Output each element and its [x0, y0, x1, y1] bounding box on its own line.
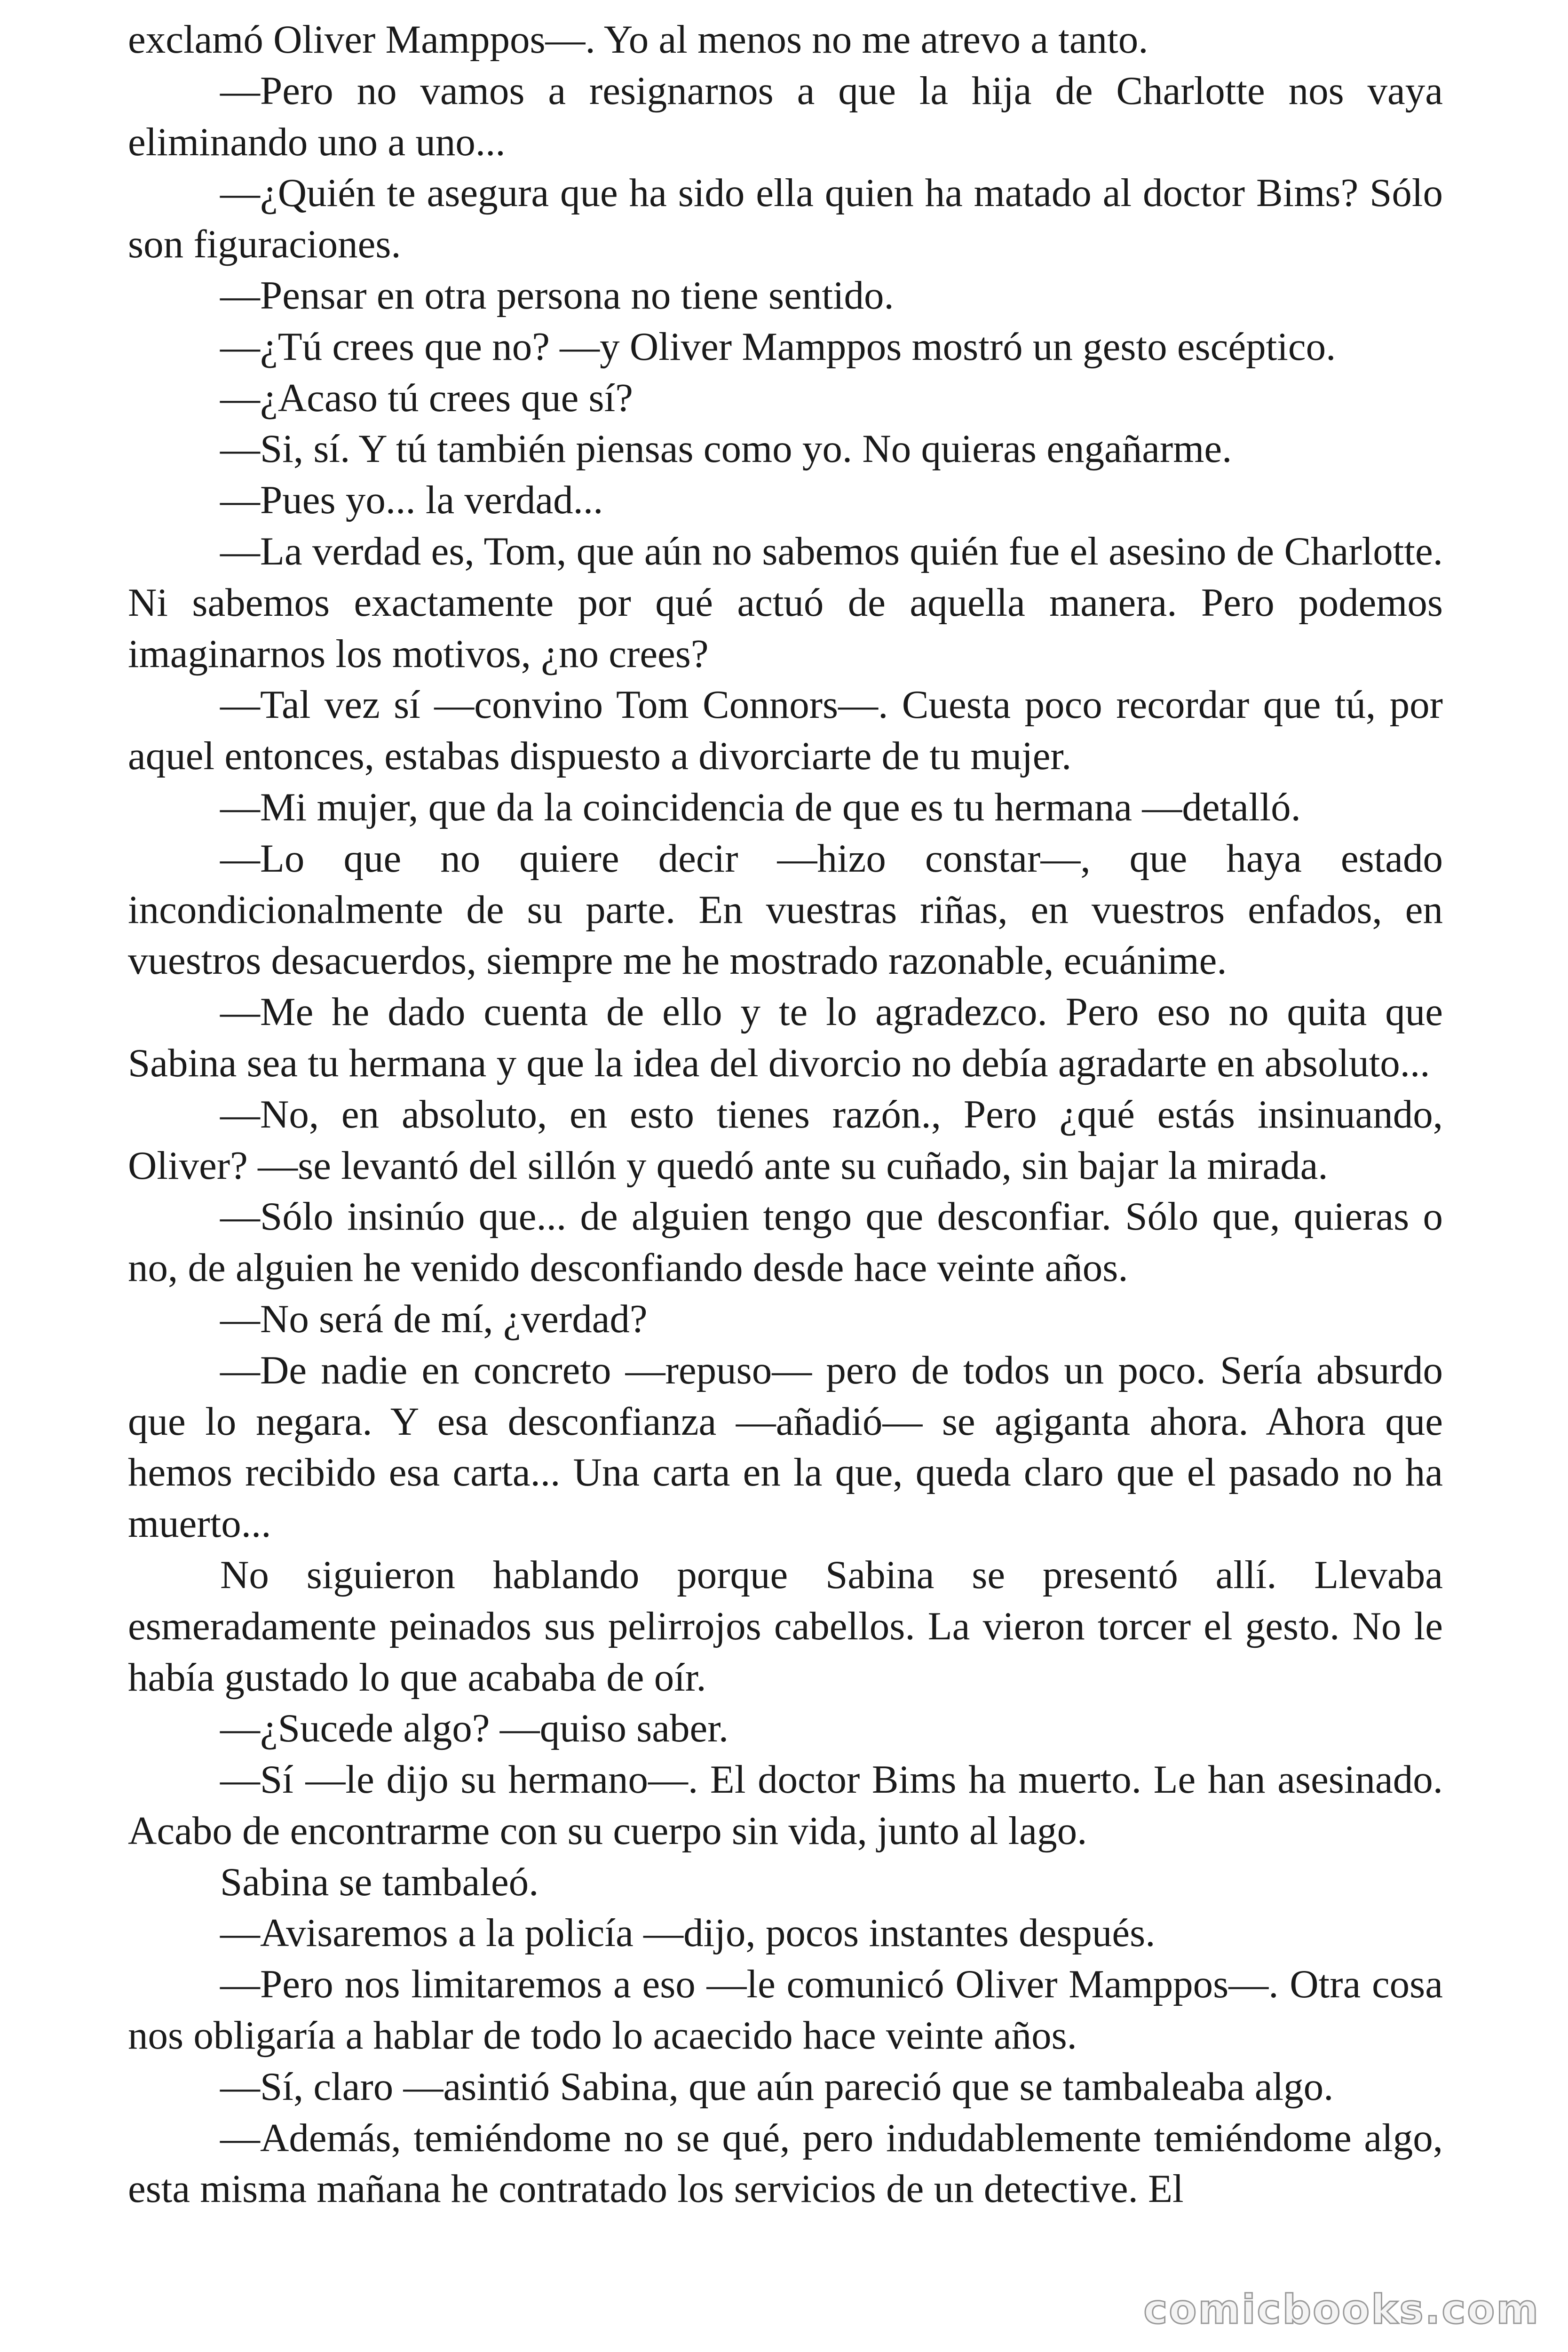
paragraph: —Avisaremos a la policía —dijo, pocos instantes después. — [220, 1911, 1156, 1955]
paragraph: —¿Tú crees que no? —y Oliver Mamppos mostró un gesto escéptico. — [220, 324, 1336, 369]
paragraph: —Tal vez sí —convino Tom Connors—. Cuesta poco recordar que tú, por aquel entonces, estabas dispuesto a divorciarte de tu mujer. — [128, 683, 1443, 779]
page-text — [128, 14, 1443, 2215]
paragraph: —Mi mujer, que da la coincidencia de que es tu hermana —detalló. — [220, 785, 1301, 829]
paragraph: —¿Quién te asegura que ha sido ella quien ha matado al doctor Bims? Sólo son figuraciones. — [128, 171, 1443, 267]
paragraph: —La verdad es, Tom, que aún no sabemos quién fue el asesino de Charlotte. Ni sabemos exactamente por qué actuó de aquella manera. Pero podemos imaginarnos los motivos, ¿no crees? — [128, 529, 1443, 676]
paragraph: Sabina se tambaleó. — [220, 1859, 539, 1904]
paragraph: —Si, sí. Y tú también piensas como yo. No quieras engañarme. — [220, 427, 1232, 471]
paragraph: —Además, temiéndome no se qué, pero indudablemente temiéndome algo, esta misma mañana he contratado los servicios de un detective. El — [128, 2115, 1443, 2211]
paragraph: No siguieron hablando porque Sabina se presentó allí. Llevaba esmeradamente peinados sus pelirrojos cabellos. La vieron torcer el gesto. No le había gustado lo que acababa de oír. — [128, 1552, 1443, 1700]
paragraph: —Sí —le dijo su hermano—. El doctor Bims ha muerto. Le han asesinado. Acabo de encontrarme con su cuerpo sin vida, junto al lago. — [128, 1757, 1443, 1853]
watermark: comicbooks.com — [1143, 2286, 1540, 2333]
paragraph: —Lo que no quiere decir —hizo constar—, que haya estado incondicionalmente de su parte. En vuestras riñas, en vuestros enfados, en vuestros desacuerdos, siempre me he mostrado razonable, ecuánime. — [128, 836, 1443, 983]
paragraph: —Pero no vamos a resignarnos a que la hija de Charlotte nos vaya eliminando uno a uno... — [128, 68, 1443, 164]
paragraph: —Pensar en otra persona no tiene sentido. — [220, 273, 894, 318]
paragraph: —Pero nos limitaremos a eso —le comunicó Oliver Mamppos—. Otra cosa nos obligaría a hablar de todo lo acaecido hace veinte años. — [128, 1962, 1443, 2058]
paragraph: —Sólo insinúo que... de alguien tengo que desconfiar. Sólo que, quieras o no, de alguien he venido desconfiando desde hace veinte años. — [128, 1194, 1443, 1290]
paragraph: exclamó Oliver Mamppos—. Yo al menos no me atrevo a tanto. — [128, 17, 1148, 62]
paragraph: —No será de mí, ¿verdad? — [220, 1296, 648, 1341]
paragraph: —No, en absoluto, en esto tienes razón., Pero ¿qué estás insinuando, Oliver? —se levantó del sillón y quedó ante su cuñado, sin bajar la mirada. — [128, 1092, 1443, 1188]
paragraph: —Me he dado cuenta de ello y te lo agradezco. Pero eso no quita que Sabina sea tu hermana y que la idea del divorcio no debía agradarte en absoluto... — [128, 990, 1443, 1085]
paragraph: —¿Sucede algo? —quiso saber. — [220, 1706, 729, 1751]
paragraph: —Pues yo... la verdad... — [220, 478, 603, 523]
paragraph: —De nadie en concreto —repuso— pero de todos un poco. Sería absurdo que lo negara. Y esa desconfianza —añadió— se agiganta ahora. Ahora que hemos recibido esa carta... Una carta en la que, queda claro que el pasado no ha muerto... — [128, 1348, 1443, 1546]
paragraph: —¿Acaso tú crees que sí? — [220, 375, 633, 420]
paragraph: —Sí, claro —asintió Sabina, que aún pareció que se tambaleaba algo. — [220, 2064, 1334, 2109]
